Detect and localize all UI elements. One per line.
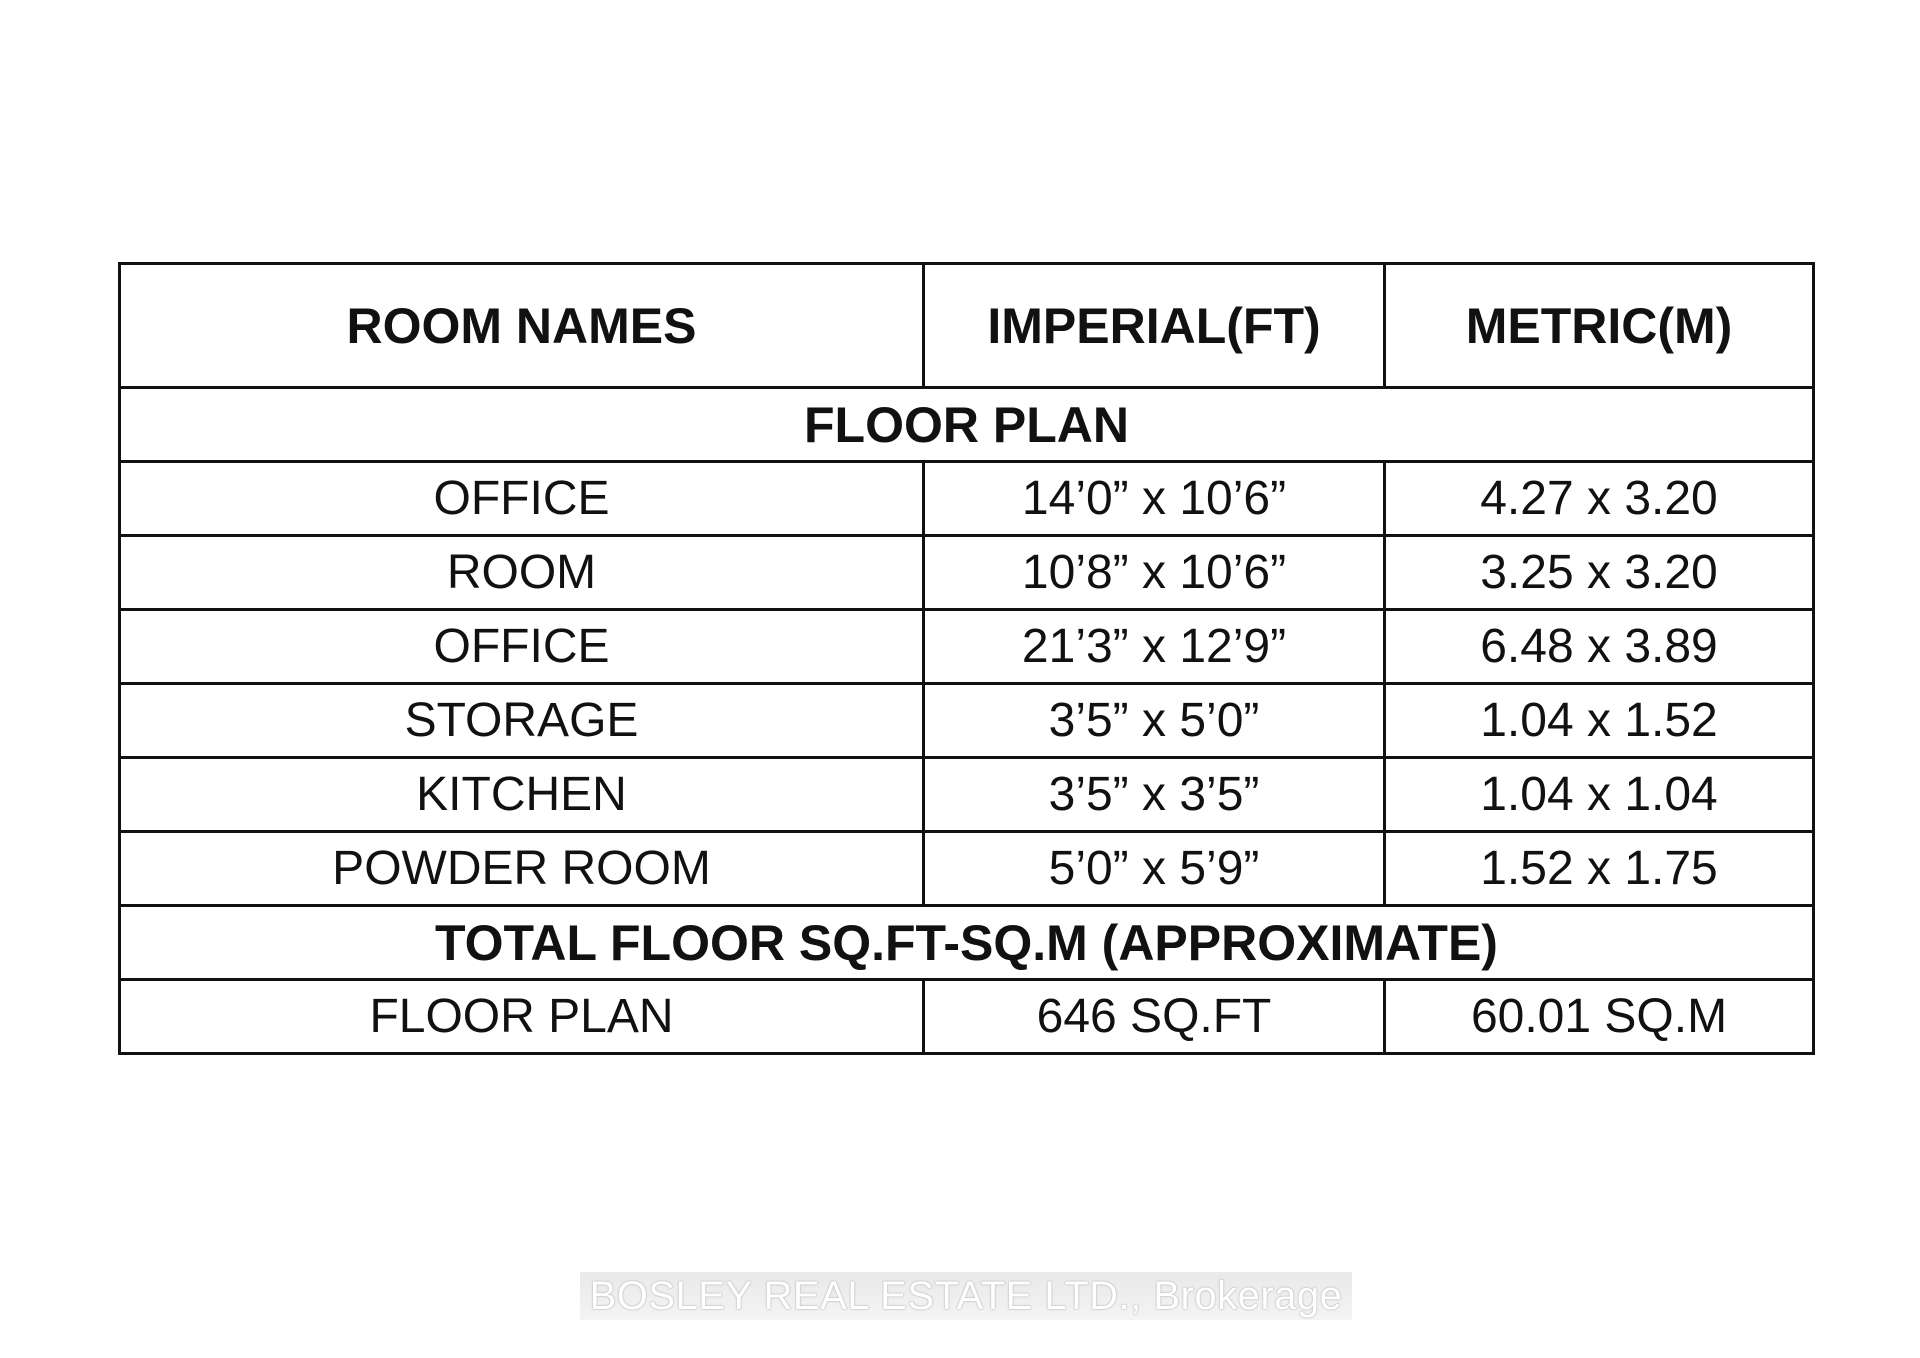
total-label-cell: FLOOR PLAN: [120, 980, 924, 1054]
total-title: TOTAL FLOOR SQ.FT-SQ.M (APPROXIMATE): [120, 906, 1814, 980]
table-header-row: [120, 264, 1814, 388]
header-metric: METRIC(M): [1385, 264, 1814, 388]
total-row: [120, 980, 1814, 1054]
brokerage-watermark: BOSLEY REAL ESTATE LTD., Brokerage: [580, 1272, 1352, 1320]
room-name-cell: OFFICE: [120, 610, 924, 684]
total-metric-cell: 60.01 SQ.M: [1385, 980, 1814, 1054]
metric-cell: 1.04 x 1.04: [1385, 758, 1814, 832]
imperial-cell: 3’5” x 3’5”: [924, 758, 1385, 832]
imperial-cell: 3’5” x 5’0”: [924, 684, 1385, 758]
metric-cell: 4.27 x 3.20: [1385, 462, 1814, 536]
total-imperial-cell: 646 SQ.FT: [924, 980, 1385, 1054]
imperial-cell: 5’0” x 5’9”: [924, 832, 1385, 906]
room-name-cell: STORAGE: [120, 684, 924, 758]
section-row-floor-plan: [120, 388, 1814, 462]
total-title-row: [120, 906, 1814, 980]
room-name-cell: ROOM: [120, 536, 924, 610]
table-row: [120, 536, 1814, 610]
table-row: [120, 610, 1814, 684]
section-title: FLOOR PLAN: [120, 388, 1814, 462]
room-name-cell: KITCHEN: [120, 758, 924, 832]
header-imperial: IMPERIAL(FT): [924, 264, 1385, 388]
table-row: [120, 832, 1814, 906]
header-room-names: ROOM NAMES: [120, 264, 924, 388]
room-name-cell: OFFICE: [120, 462, 924, 536]
room-dimensions-table: [118, 262, 1815, 1055]
imperial-cell: 10’8” x 10’6”: [924, 536, 1385, 610]
metric-cell: 6.48 x 3.89: [1385, 610, 1814, 684]
imperial-cell: 21’3” x 12’9”: [924, 610, 1385, 684]
metric-cell: 1.04 x 1.52: [1385, 684, 1814, 758]
imperial-cell: 14’0” x 10’6”: [924, 462, 1385, 536]
table-row: [120, 462, 1814, 536]
metric-cell: 1.52 x 1.75: [1385, 832, 1814, 906]
table-row: [120, 758, 1814, 832]
metric-cell: 3.25 x 3.20: [1385, 536, 1814, 610]
table-row: [120, 684, 1814, 758]
room-name-cell: POWDER ROOM: [120, 832, 924, 906]
